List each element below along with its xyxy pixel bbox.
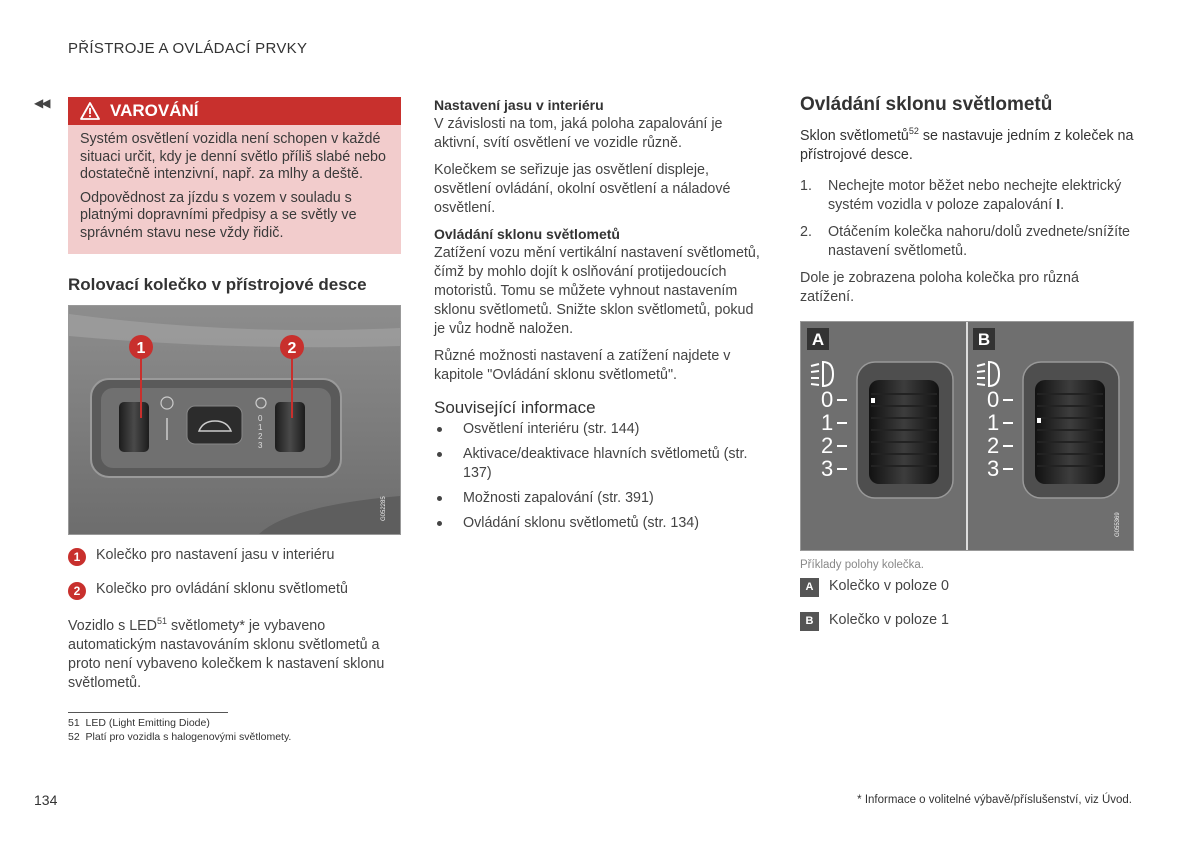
column-3 bbox=[800, 94, 1134, 631]
related-link-3[interactable]: Možnosti zapalování (str. 391) bbox=[434, 489, 764, 508]
panel-b-label: B bbox=[977, 329, 991, 349]
footnotes bbox=[68, 716, 291, 744]
scale-1: 1 bbox=[258, 423, 263, 432]
steps-list bbox=[800, 177, 1134, 261]
step-1-end: . bbox=[1060, 196, 1065, 213]
callout-1-label: 1 bbox=[136, 340, 146, 357]
caption-a-text: Kolečko v poloze 0 bbox=[829, 577, 950, 594]
footnote-rule bbox=[68, 712, 228, 713]
wheel-positions-illustration bbox=[801, 322, 1133, 550]
led-text-pre: Vozidlo s LED bbox=[68, 617, 158, 634]
panel-a-label: A bbox=[811, 329, 825, 349]
warning-paragraph-2: Odpovědnost za jízdu s vozem v souladu s platnými dopravními předpisy a se světly ve správném stavu nese vždy řidič. bbox=[80, 189, 357, 241]
footnote-52 bbox=[68, 730, 291, 744]
caption-b bbox=[800, 611, 1134, 631]
warning-triangle-icon bbox=[80, 102, 100, 120]
interior-brightness-p1: V závislosti na tom, jaká poloha zapalování je aktivní, svítí osvětlení ve vozidle různě. bbox=[434, 116, 723, 151]
section-title: PŘÍSTROJE A OVLÁDACÍ PRVKY bbox=[68, 40, 308, 57]
panel-b-scale-2: 2 bbox=[987, 432, 1000, 458]
footnote-ref-52[interactable]: 52 bbox=[908, 126, 919, 136]
step-2-number: 2. bbox=[800, 223, 812, 240]
figure-code: G052285 bbox=[381, 496, 387, 521]
scale-3: 3 bbox=[258, 441, 263, 450]
footnote-ref-51[interactable]: 51 bbox=[157, 616, 168, 626]
related-link-4[interactable]: Ovládání sklonu světlometů (str. 134) bbox=[434, 514, 764, 533]
interior-brightness-p2: Kolečkem se seřizuje jas osvětlení displeje, osvětlení ovládání, okolní osvětlení a náladové osvětlení. bbox=[434, 162, 731, 216]
panel-a-scale-1: 1 bbox=[821, 409, 834, 435]
panel-a-scale-0: 0 bbox=[821, 386, 834, 412]
page-number: 134 bbox=[34, 792, 58, 808]
caption-1-text: Kolečko pro nastavení jasu v interiéru bbox=[96, 547, 335, 563]
warning-box bbox=[68, 97, 401, 254]
related-links bbox=[434, 420, 764, 533]
back-marker-icon: ◀◀ bbox=[34, 96, 49, 110]
panel-b-scale-3: 3 bbox=[987, 455, 1000, 481]
step-1-number: 1. bbox=[800, 177, 812, 194]
caption-a-badge: A bbox=[800, 578, 819, 597]
position-paragraph: Dole je zobrazena poloha kolečka pro různá zatížení. bbox=[800, 269, 1079, 305]
warning-paragraph-1: Systém osvětlení vozidla není schopen v každé situaci určit, kdy je denní světlo příliš slabé nebo dostatečně intenzivní, např. za mlhy a deště. bbox=[80, 131, 386, 182]
headlight-tilt-p2: Různé možnosti nastavení a zatížení najdete v kapitole "Ovládání sklonu světlometů". bbox=[434, 348, 731, 383]
figure-caption: Příklady polohy kolečka. bbox=[800, 558, 925, 571]
step-1-text bbox=[828, 177, 1134, 215]
intro-pre: Sklon světlometů bbox=[800, 127, 909, 144]
panel-b-scale-1: 1 bbox=[987, 409, 1000, 435]
caption-2 bbox=[68, 580, 401, 600]
warning-title: VAROVÁNÍ bbox=[110, 101, 199, 120]
intro-post: se nastavuje jedním z koleček na přístrojové desce. bbox=[800, 127, 1134, 163]
dashboard-wheels-figure bbox=[68, 305, 401, 535]
step-1 bbox=[800, 177, 1134, 215]
panel-b-scale-0: 0 bbox=[987, 386, 1000, 412]
led-text-post: světlomety* je vybaveno automatickým nastavováním sklonu světlometů a proto není vybaveno kolečkem k nastavení sklonu světlometů. bbox=[68, 617, 385, 691]
panel-a-scale-3: 3 bbox=[821, 455, 834, 481]
caption-2-text: Kolečko pro ovládání sklonu světlometů bbox=[96, 581, 348, 597]
headlight-tilt-p1: Zatížení vozu mění vertikální nastavení světlometů, čímž by mohlo dojít k oslňování protijedoucích motoristů. Tomu se můžete vyhnout nastavením sklonu světlometů. Snižte sklon světlometů, pokud je vůz hodně naložen. bbox=[434, 245, 760, 337]
column-2 bbox=[434, 97, 764, 539]
headlight-tilt-heading: Ovládání sklonu světlometů bbox=[434, 226, 620, 242]
panel-a-scale-2: 2 bbox=[821, 432, 834, 458]
caption-1 bbox=[68, 546, 401, 566]
dashboard-illustration bbox=[69, 306, 400, 534]
scale-0: 0 bbox=[258, 414, 263, 423]
column-1 bbox=[68, 97, 401, 693]
footnote-52-text: Platí pro vozidla s halogenovými světlomety. bbox=[85, 731, 292, 743]
caption-b-text: Kolečko v poloze 1 bbox=[829, 611, 950, 628]
footnote-51 bbox=[68, 716, 291, 730]
step-1-bold: I bbox=[1056, 196, 1061, 213]
footer-note: * Informace o volitelné výbavě/příslušenství, viz Úvod. bbox=[857, 794, 1132, 806]
related-link-2[interactable]: Aktivace/deaktivace hlavních světlometů (str. 137) bbox=[434, 445, 764, 483]
caption-2-badge: 2 bbox=[68, 582, 86, 600]
led-paragraph bbox=[68, 612, 401, 693]
footnote-51-text: LED (Light Emitting Diode) bbox=[85, 717, 210, 729]
caption-a bbox=[800, 577, 1134, 597]
warning-header bbox=[68, 97, 401, 125]
caption-1-badge: 1 bbox=[68, 548, 86, 566]
callout-2-label: 2 bbox=[287, 340, 297, 357]
interior-brightness-heading: Nastavení jasu v interiéru bbox=[434, 97, 604, 113]
step-2-text: Otáčením kolečka nahoru/dolů zvednete/snížíte nastavení světlometů. bbox=[828, 223, 1131, 259]
footnote-51-num: 51 bbox=[68, 717, 80, 729]
headlight-intro bbox=[800, 122, 1134, 165]
step-1-body: Nechejte motor běžet nebo nechejte elektrický systém vozidla v poloze zapalování bbox=[828, 177, 1122, 213]
caption-b-badge: B bbox=[800, 612, 819, 631]
figure-code-2: G055369 bbox=[1115, 512, 1121, 537]
scale-2: 2 bbox=[258, 432, 263, 441]
headlight-control-heading: Ovládání sklonu světlometů bbox=[800, 94, 1053, 115]
wheel-section-heading: Rolovací kolečko v přístrojové desce bbox=[68, 275, 367, 294]
step-2 bbox=[800, 223, 1134, 261]
related-link-1[interactable]: Osvětlení interiéru (str. 144) bbox=[434, 420, 764, 439]
wheel-positions-figure bbox=[800, 321, 1134, 551]
related-info-heading: Související informace bbox=[434, 398, 596, 417]
footnote-52-num: 52 bbox=[68, 731, 80, 743]
